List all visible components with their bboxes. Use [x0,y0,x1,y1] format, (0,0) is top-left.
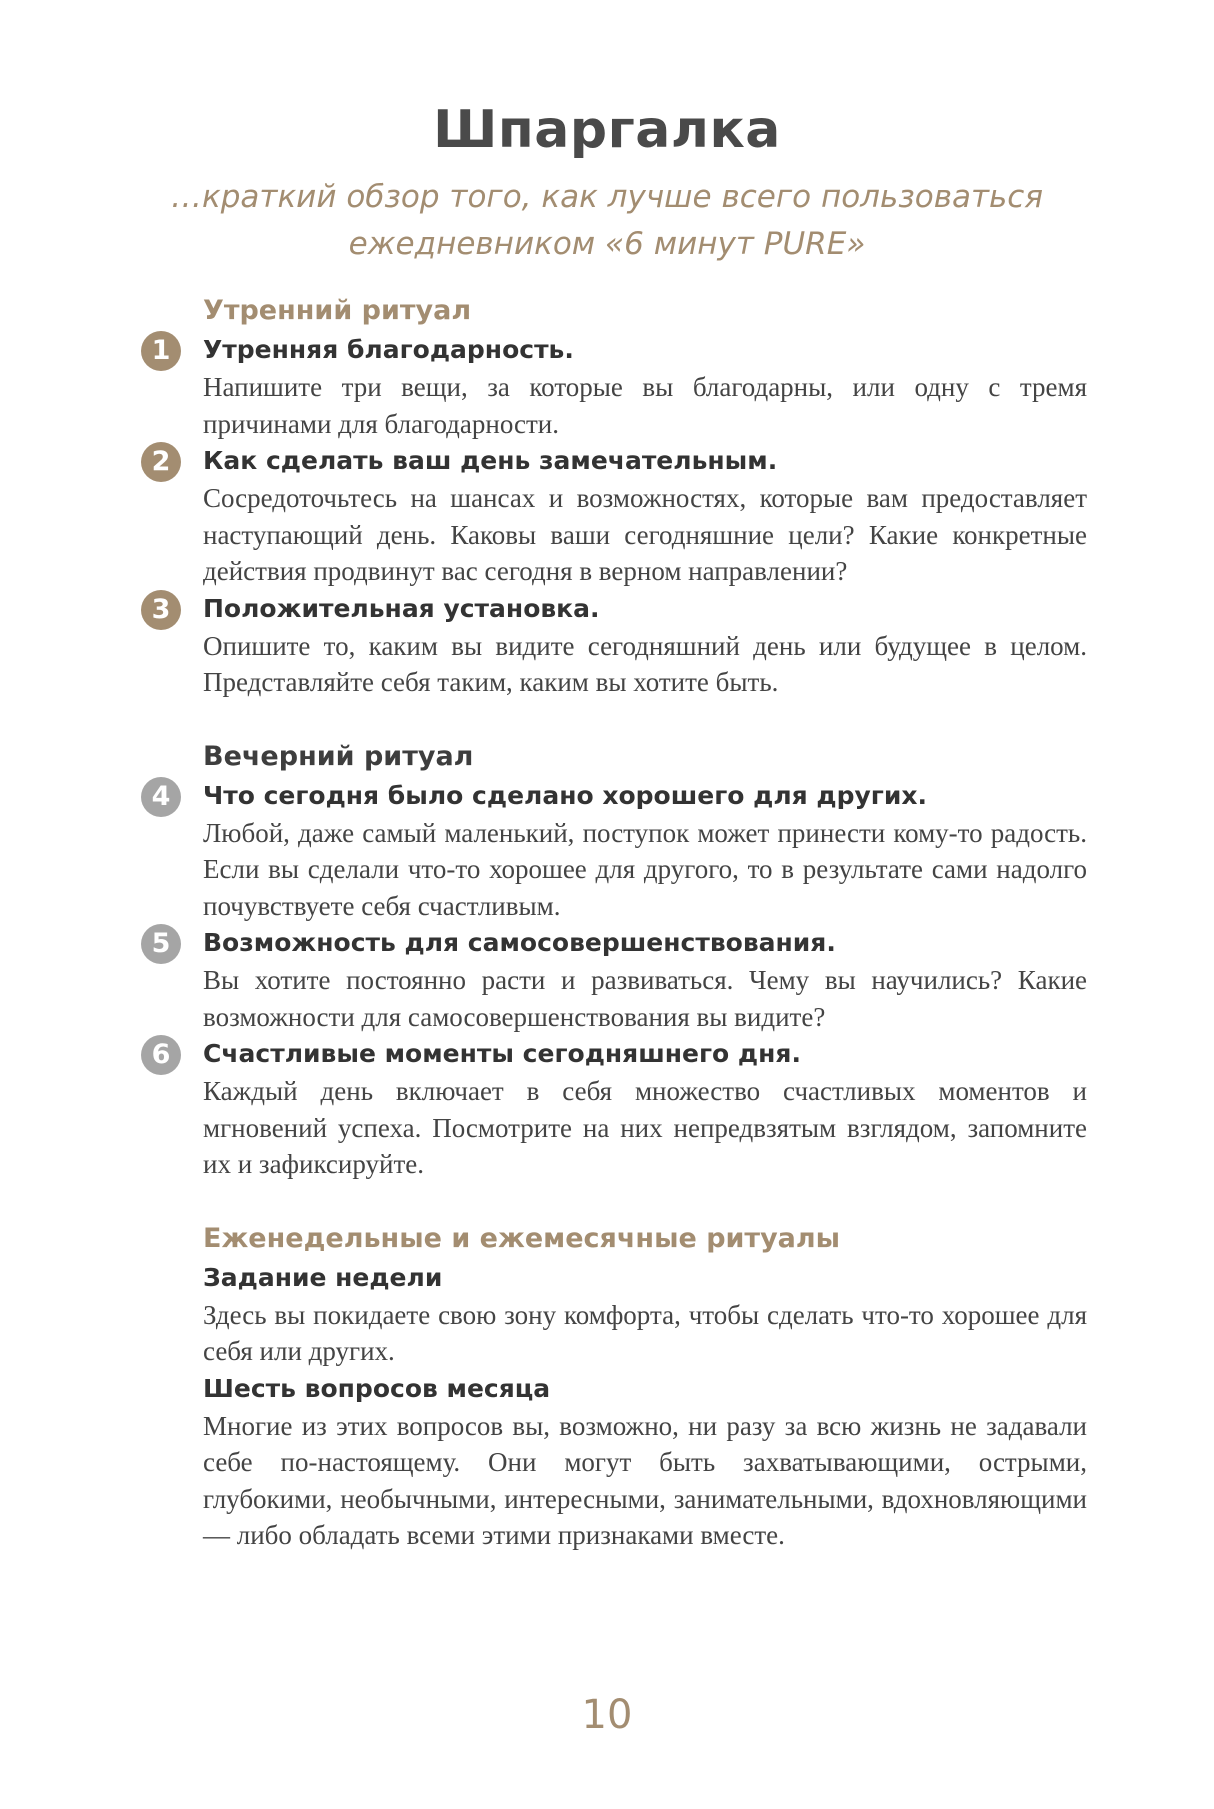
number-badge: 1 [141,331,181,371]
item-text: Сосредоточьтесь на шансах и возможностях, которые вам предоставляет наступающий день. Каковы ваши сегодняшние цели? Какие конкретные действия продвинут вас сегодня в верном направлении? [203,483,1087,586]
number-badge: 5 [141,924,181,964]
item-title: Счастливые моменты сегодняшнего дня. [203,1039,801,1068]
item-title: Как сделать ваш день замечательным. [203,446,778,475]
page-subtitle: …краткий обзор того, как лучше всего пользоваться ежедневником «6 минут PURE» [171,179,1043,262]
number-badge: 6 [141,1035,181,1075]
list-item [203,1259,1087,1370]
section-gap [203,1183,1087,1219]
section-title-evening: Вечерний ритуал [203,740,474,772]
section-gap [203,701,1087,737]
number-badge: 2 [141,442,181,482]
item-title: Положительная установка. [203,593,600,623]
list-item [151,331,1087,442]
item-text: Вы хотите постоянно расти и развиваться. Чему вы научились? Какие возможности для самосовершенствования вы видите? [203,965,1087,1032]
section-title-morning: Утренний ритуал [203,295,472,326]
page-number: 10 [581,1692,633,1738]
item-text: Любой, даже самый маленький, поступок может принести кому-то радость. Если вы сделали что-то хорошее для другого, то в результате сами надолго почувствуете себя счастливым. [203,817,1087,921]
list-item [151,924,1087,1035]
item-title: Шесть вопросов месяца [203,1373,551,1403]
item-text: Опишите то, каким вы видите сегодняшний день или будущее в целом. Представляйте себя таким, каким вы хотите быть. [203,630,1087,697]
number-badge: 4 [141,777,181,817]
item-text: Здесь вы покидаете свою зону комфорта, чтобы сделать что-то хорошее для себя или других. [203,1299,1087,1366]
list-item [151,442,1087,590]
page-title: Шпаргалка [433,100,781,160]
item-text: Многие из этих вопросов вы, возможно, ни разу за всю жизнь не задавали себе по-настоящему. Они могут быть захватывающими, острыми, глубокими, необычными, интересными, занимательными, вдохновляющими — либо обладать всеми этими признаками вместе. [203,1410,1087,1550]
item-title: Что сегодня было сделано хорошего для других. [203,780,928,810]
number-badge: 3 [141,590,181,630]
item-title: Задание недели [203,1262,443,1292]
item-title: Возможность для самосовершенствования. [203,928,836,957]
list-item [151,590,1087,701]
list-item [203,1370,1087,1554]
item-title: Утренняя благодарность. [203,335,574,364]
list-item [151,1035,1087,1183]
item-text: Каждый день включает в себя множество счастливых моментов и мгновений успеха. Посмотрите на них непредвзятым взглядом, запомните их и зафиксируйте. [203,1076,1087,1179]
list-item [151,777,1087,925]
item-text: Напишите три вещи, за которые вы благодарны, или одну с тремя причинами для благодарности. [203,372,1087,439]
section-title-weekly: Еженедельные и ежемесячные ритуалы [203,1222,841,1254]
content [151,291,1087,1554]
